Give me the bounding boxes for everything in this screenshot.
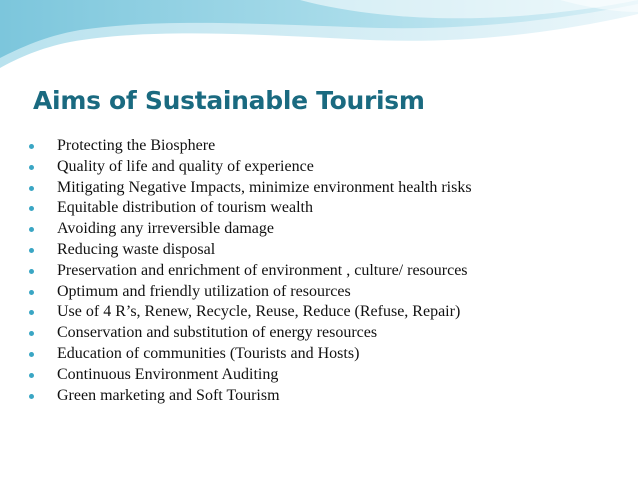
bullet-item — [22, 323, 472, 344]
bullet-item — [22, 157, 472, 178]
bullet-dot-icon — [29, 310, 34, 315]
bullet-dot-icon — [29, 269, 34, 274]
bullet-text: Reducing waste disposal — [57, 240, 216, 258]
bullet-item — [22, 136, 472, 157]
bullet-item — [22, 302, 472, 323]
bullet-item — [22, 282, 472, 303]
bullet-text: Equitable distribution of tourism wealth — [57, 199, 313, 217]
bullet-list — [22, 136, 472, 406]
bullet-dot-icon — [29, 290, 34, 295]
bullet-item — [22, 344, 472, 365]
bullet-item — [22, 386, 472, 407]
bullet-item — [22, 178, 472, 199]
slide-title: Aims of Sustainable Tourism — [33, 86, 425, 115]
bullet-item — [22, 198, 472, 219]
bullet-text: Mitigating Negative Impacts, minimize environment health risks — [57, 178, 472, 196]
bullet-item — [22, 261, 472, 282]
bullet-item — [22, 240, 472, 261]
bullet-dot-icon — [29, 331, 34, 336]
bullet-text: Use of 4 R’s, Renew, Recycle, Reuse, Reduce (Refuse, Repair) — [57, 303, 461, 321]
bullet-text: Conservation and substitution of energy resources — [57, 324, 378, 342]
header-wave-decoration — [0, 0, 638, 80]
bullet-dot-icon — [29, 373, 34, 378]
bullet-dot-icon — [29, 394, 34, 399]
bullet-text: Preservation and enrichment of environment , culture/ resources — [57, 261, 468, 279]
bullet-text: Education of communities (Tourists and Hosts) — [57, 344, 360, 362]
bullet-dot-icon — [29, 227, 34, 232]
bullet-text: Green marketing and Soft Tourism — [57, 386, 280, 404]
bullet-item — [22, 219, 472, 240]
bullet-text: Optimum and friendly utilization of resources — [57, 282, 351, 300]
bullet-dot-icon — [29, 144, 34, 149]
bullet-text: Avoiding any irreversible damage — [57, 220, 274, 238]
bullet-dot-icon — [29, 186, 34, 191]
bullet-dot-icon — [29, 206, 34, 211]
bullet-text: Continuous Environment Auditing — [57, 365, 279, 383]
bullet-dot-icon — [29, 352, 34, 357]
bullet-dot-icon — [29, 165, 34, 170]
bullet-text: Quality of life and quality of experience — [57, 157, 314, 175]
bullet-dot-icon — [29, 248, 34, 253]
bullet-item — [22, 365, 472, 386]
bullet-text: Protecting the Biosphere — [57, 137, 216, 154]
